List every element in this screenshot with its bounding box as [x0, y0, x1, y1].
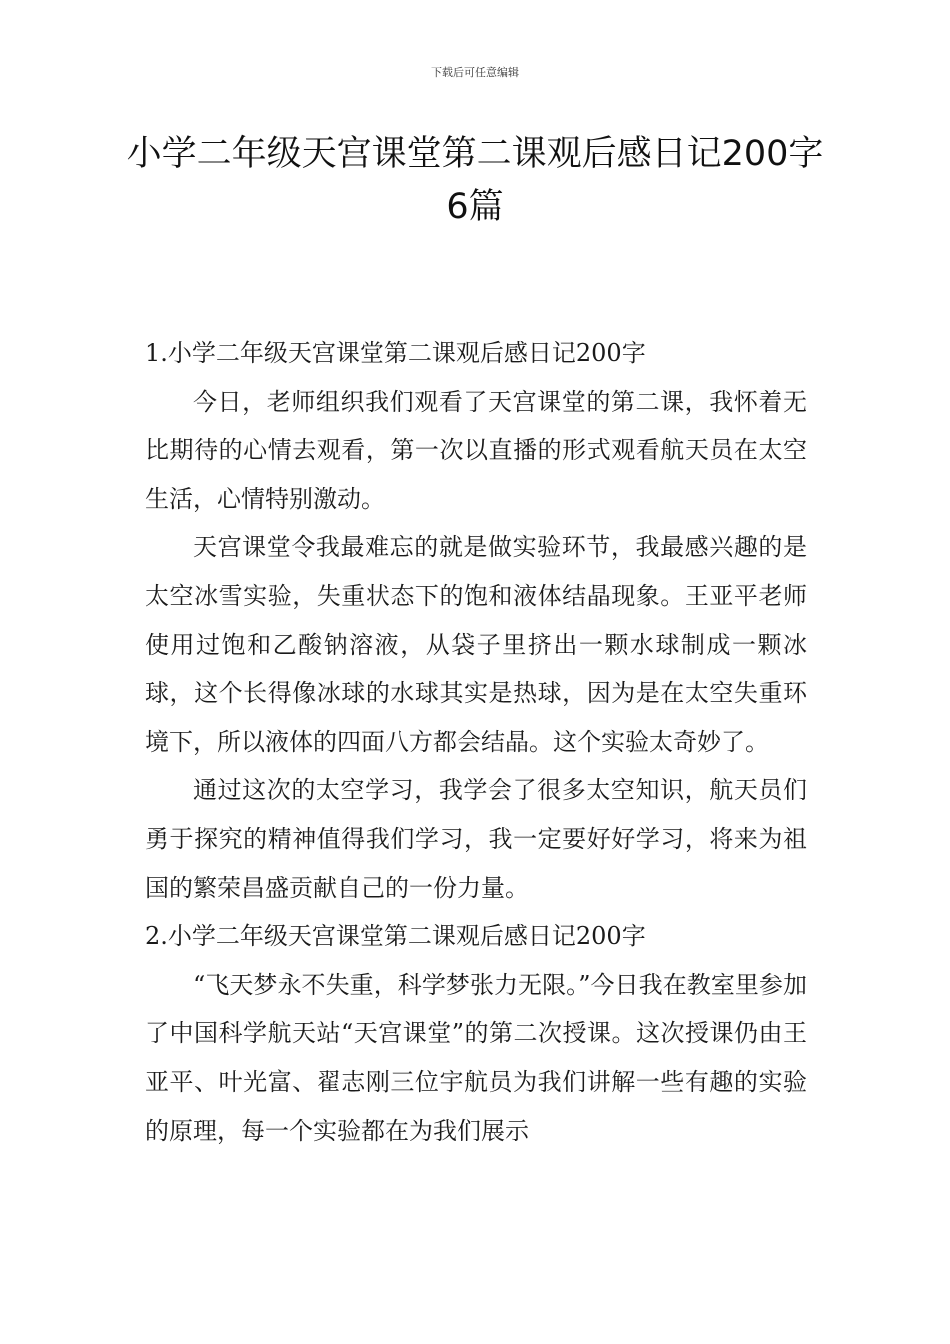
- paragraph: “飞天梦永不失重，科学梦张力无限。”今日我在教室里参加了中国科学航天站“天宫课堂”的第二次授课。这次授课仍由王亚平、叶光富、翟志刚三位宇航员为我们讲解一些有趣的实验的原理，每一个实验都在为我们展示: [145, 970, 807, 1145]
- paragraph: 今日，老师组织我们观看了天宫课堂的第二课，我怀着无比期待的心情去观看，第一次以直播的形式观看航天员在太空生活，心情特别激动。: [145, 387, 807, 513]
- document-title: 小学二年级天宫课堂第二课观后感日记200字6篇: [126, 134, 824, 227]
- document-body: [145, 329, 807, 1155]
- paragraph: 通过这次的太空学习，我学会了很多太空知识，航天员们勇于探究的精神值得我们学习，我一定要好好学习，将来为祖国的繁荣昌盛贡献自己的一份力量。: [145, 776, 807, 902]
- header-note: 下载后可任意编辑: [431, 66, 519, 79]
- paragraph: 天宫课堂令我最难忘的就是做实验环节，我最感兴趣的是太空冰雪实验，失重状态下的饱和液体结晶现象。王亚平老师使用过饱和乙酸钠溶液，从袋子里挤出一颗水球制成一颗冰球，这个长得像冰球的水球其实是热球，因为是在太空失重环境下，所以液体的四面八方都会结晶。这个实验太奇妙了。: [145, 533, 807, 756]
- section-heading: 1.小学二年级天宫课堂第二课观后感日记200字: [145, 339, 646, 367]
- section-heading: 2.小学二年级天宫课堂第二课观后感日记200字: [145, 922, 646, 951]
